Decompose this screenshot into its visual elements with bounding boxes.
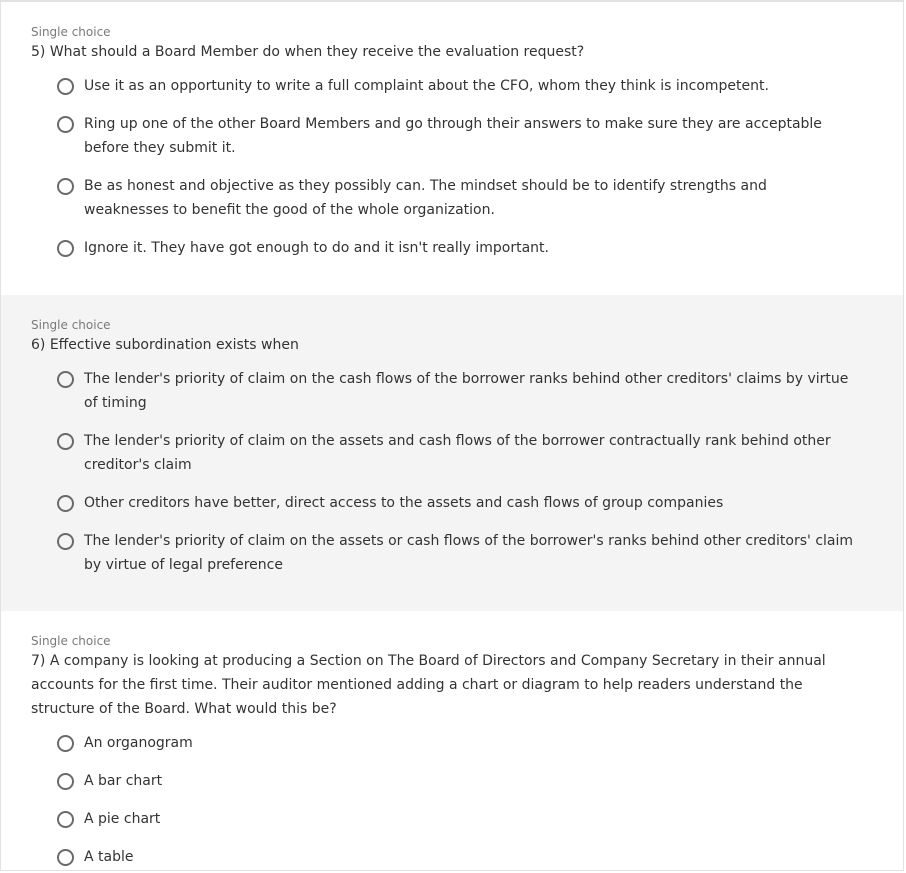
answer-option-label: A table [84,849,134,865]
radio-button[interactable] [57,371,74,388]
answer-option[interactable] [57,236,853,260]
radio-button[interactable] [57,773,74,790]
answer-option[interactable] [57,529,853,577]
radio-button[interactable] [57,811,74,828]
radio-button[interactable] [57,735,74,752]
question-6 [1,295,903,611]
answer-option-label: The lender's priority of claim on the assets or cash flows of the borrower's ranks behind other creditors' claim by virtue of legal preference [84,533,854,573]
answer-option-label: An organogram [84,735,193,751]
question-5 [1,2,903,295]
radio-button[interactable] [57,78,74,95]
radio-button[interactable] [57,533,74,550]
answer-option[interactable] [57,174,853,222]
answer-option-label: Ring up one of the other Board Members and go through their answers to make sure they are acceptable before they submit it. [84,116,822,156]
question-type-label: Single choice [31,25,111,39]
answer-option-label: A pie chart [84,811,161,827]
answer-option-label: Ignore it. They have got enough to do and it isn't really important. [84,240,549,256]
radio-button[interactable] [57,178,74,195]
radio-button[interactable] [57,849,74,866]
answer-option-label: The lender's priority of claim on the assets and cash flows of the borrower contractually rank behind other creditor's claim [84,433,831,473]
question-text: 6) Effective subordination exists when [31,337,299,353]
question-7 [1,611,903,871]
radio-button[interactable] [57,433,74,450]
answer-option[interactable] [57,845,853,869]
answer-option[interactable] [57,769,853,793]
question-text: 5) What should a Board Member do when they receive the evaluation request? [31,44,585,60]
question-type-label: Single choice [31,318,111,332]
question-text: 7) A company is looking at producing a Section on The Board of Directors and Company Secretary in their annual accounts for the first time. Their auditor mentioned adding a chart or diagram to help readers understand the structure of the Board. What would this be? [31,653,826,717]
question-type-label: Single choice [31,634,111,648]
answer-option-label: Be as honest and objective as they possibly can. The mindset should be to identify strengths and weaknesses to benefit the good of the whole organization. [84,178,767,218]
answer-option[interactable] [57,112,853,160]
answer-option[interactable] [57,731,853,755]
answer-option[interactable] [57,367,853,415]
answer-option[interactable] [57,429,853,477]
answer-option-label: The lender's priority of claim on the cash flows of the borrower ranks behind other creditors' claims by virtue of timing [84,371,849,411]
radio-button[interactable] [57,116,74,133]
radio-button[interactable] [57,240,74,257]
answer-option[interactable] [57,807,853,831]
radio-button[interactable] [57,495,74,512]
answer-option-label: A bar chart [84,773,163,789]
answer-option[interactable] [57,491,853,515]
answer-option[interactable] [57,74,853,98]
answer-option-label: Use it as an opportunity to write a full complaint about the CFO, whom they think is incompetent. [84,78,769,94]
answer-option-label: Other creditors have better, direct access to the assets and cash flows of group companies [84,495,724,511]
